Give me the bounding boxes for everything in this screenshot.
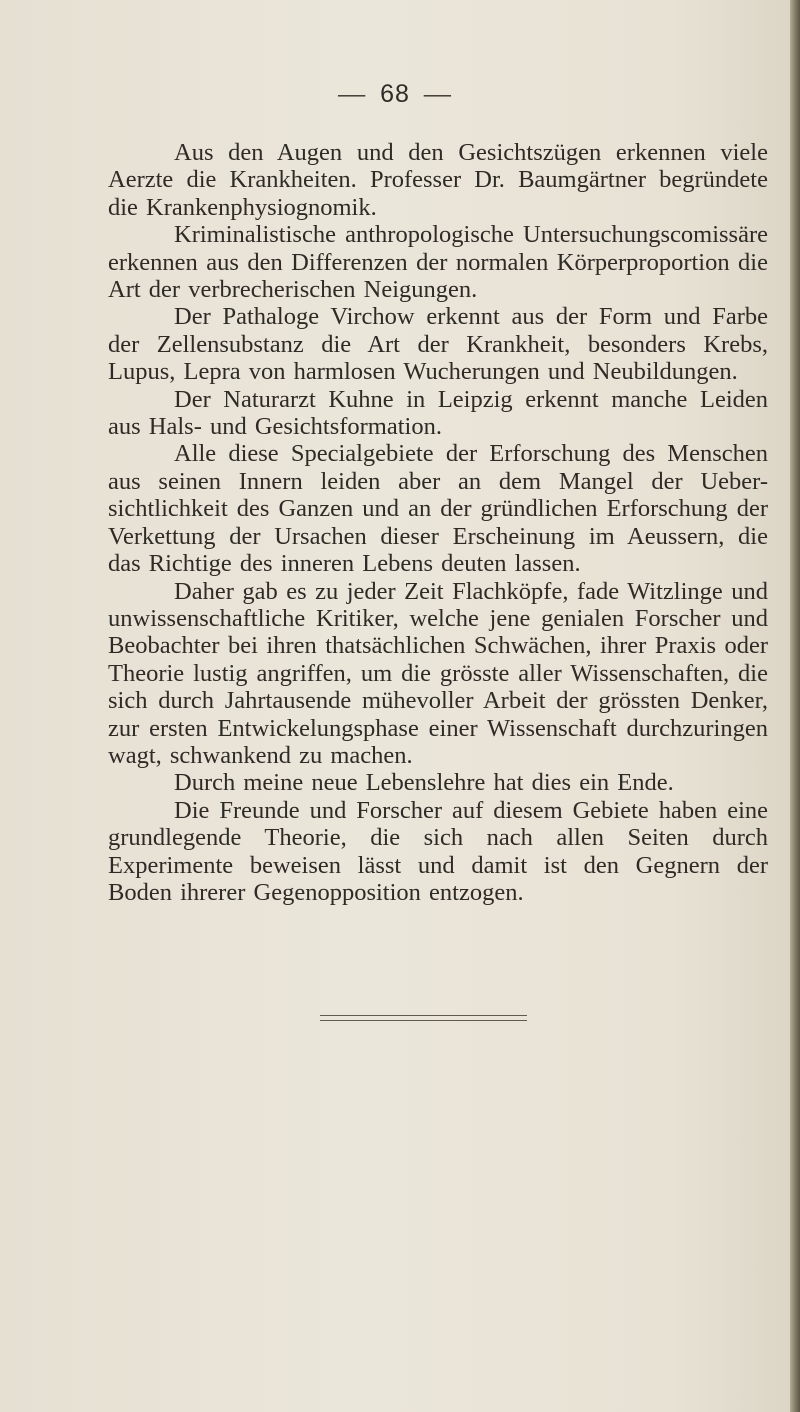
section-end-rule [320,1015,527,1021]
paragraph: Aus den Augen und den Gesichtszügen erkennen viele Aerzte die Krankheiten. Professer Dr. Baumgärtner begründete die Krankenphysiognomik. [108,139,768,221]
page-edge [790,0,800,1412]
dash-left: — [338,78,367,108]
page-number [0,78,790,109]
paragraph: Die Freunde und Forscher auf diesem Gebiete haben eine grundlegende Theorie, die sich nach allen Seiten durch Experimente beweisen lässt und damit ist den Gegnern der Boden ihrerer Gegenopposition entzogen. [108,796,768,906]
paragraph: Durch meine neue Lebenslehre hat dies ein Ende. [174,769,674,797]
paragraph: Der Naturarzt Kuhne in Leipzig erkennt manche Leiden aus Hals- und Gesichtsformation. [108,385,768,441]
paragraph: Der Pathaloge Virchow erkennt aus der Form und Farbe der Zellensubstanz die Art der Krankheit, besonders Krebs, Lupus, Lepra von harmlosen Wucherungen und Neubildungen. [108,303,768,386]
page-number-value: 68 [380,80,410,108]
dash-right: — [423,78,452,108]
paragraph: Daher gab es zu jeder Zeit Flachköpfe, fade Witzlinge und unwissenschaftliche Kritiker, welche jene genialen Forscher und Beobachter bei ihren thatsächlichen Schwächen, ihrer Praxis oder Theorie lustig angriffen, um die grösste aller Wissenschaften, die sich durch Jahrtausende mühevoller Arbeit der grössten Denker, zur ersten Entwickelungsphase einer Wissenschaft durchzuringen wagt, schwankend zu machen. [108,577,768,769]
paragraph: Kriminalistische anthropologische Untersuchungscomissäre erkennen aus den Differenzen der normalen Körperproportion die Art der verbrecherischen Neigungen. [108,221,768,304]
paragraph: Alle diese Specialgebiete der Erforschung des Menschen aus seinen Innern leiden aber an dem Mangel der Ueber-sichtlichkeit des Ganzen und an der gründlichen Erforschung der Verkettung der Ursachen dieser Erscheinung im Aeussern, die das Richtige des inneren Lebens deuten lassen. [108,440,768,578]
body-text [108,139,768,906]
